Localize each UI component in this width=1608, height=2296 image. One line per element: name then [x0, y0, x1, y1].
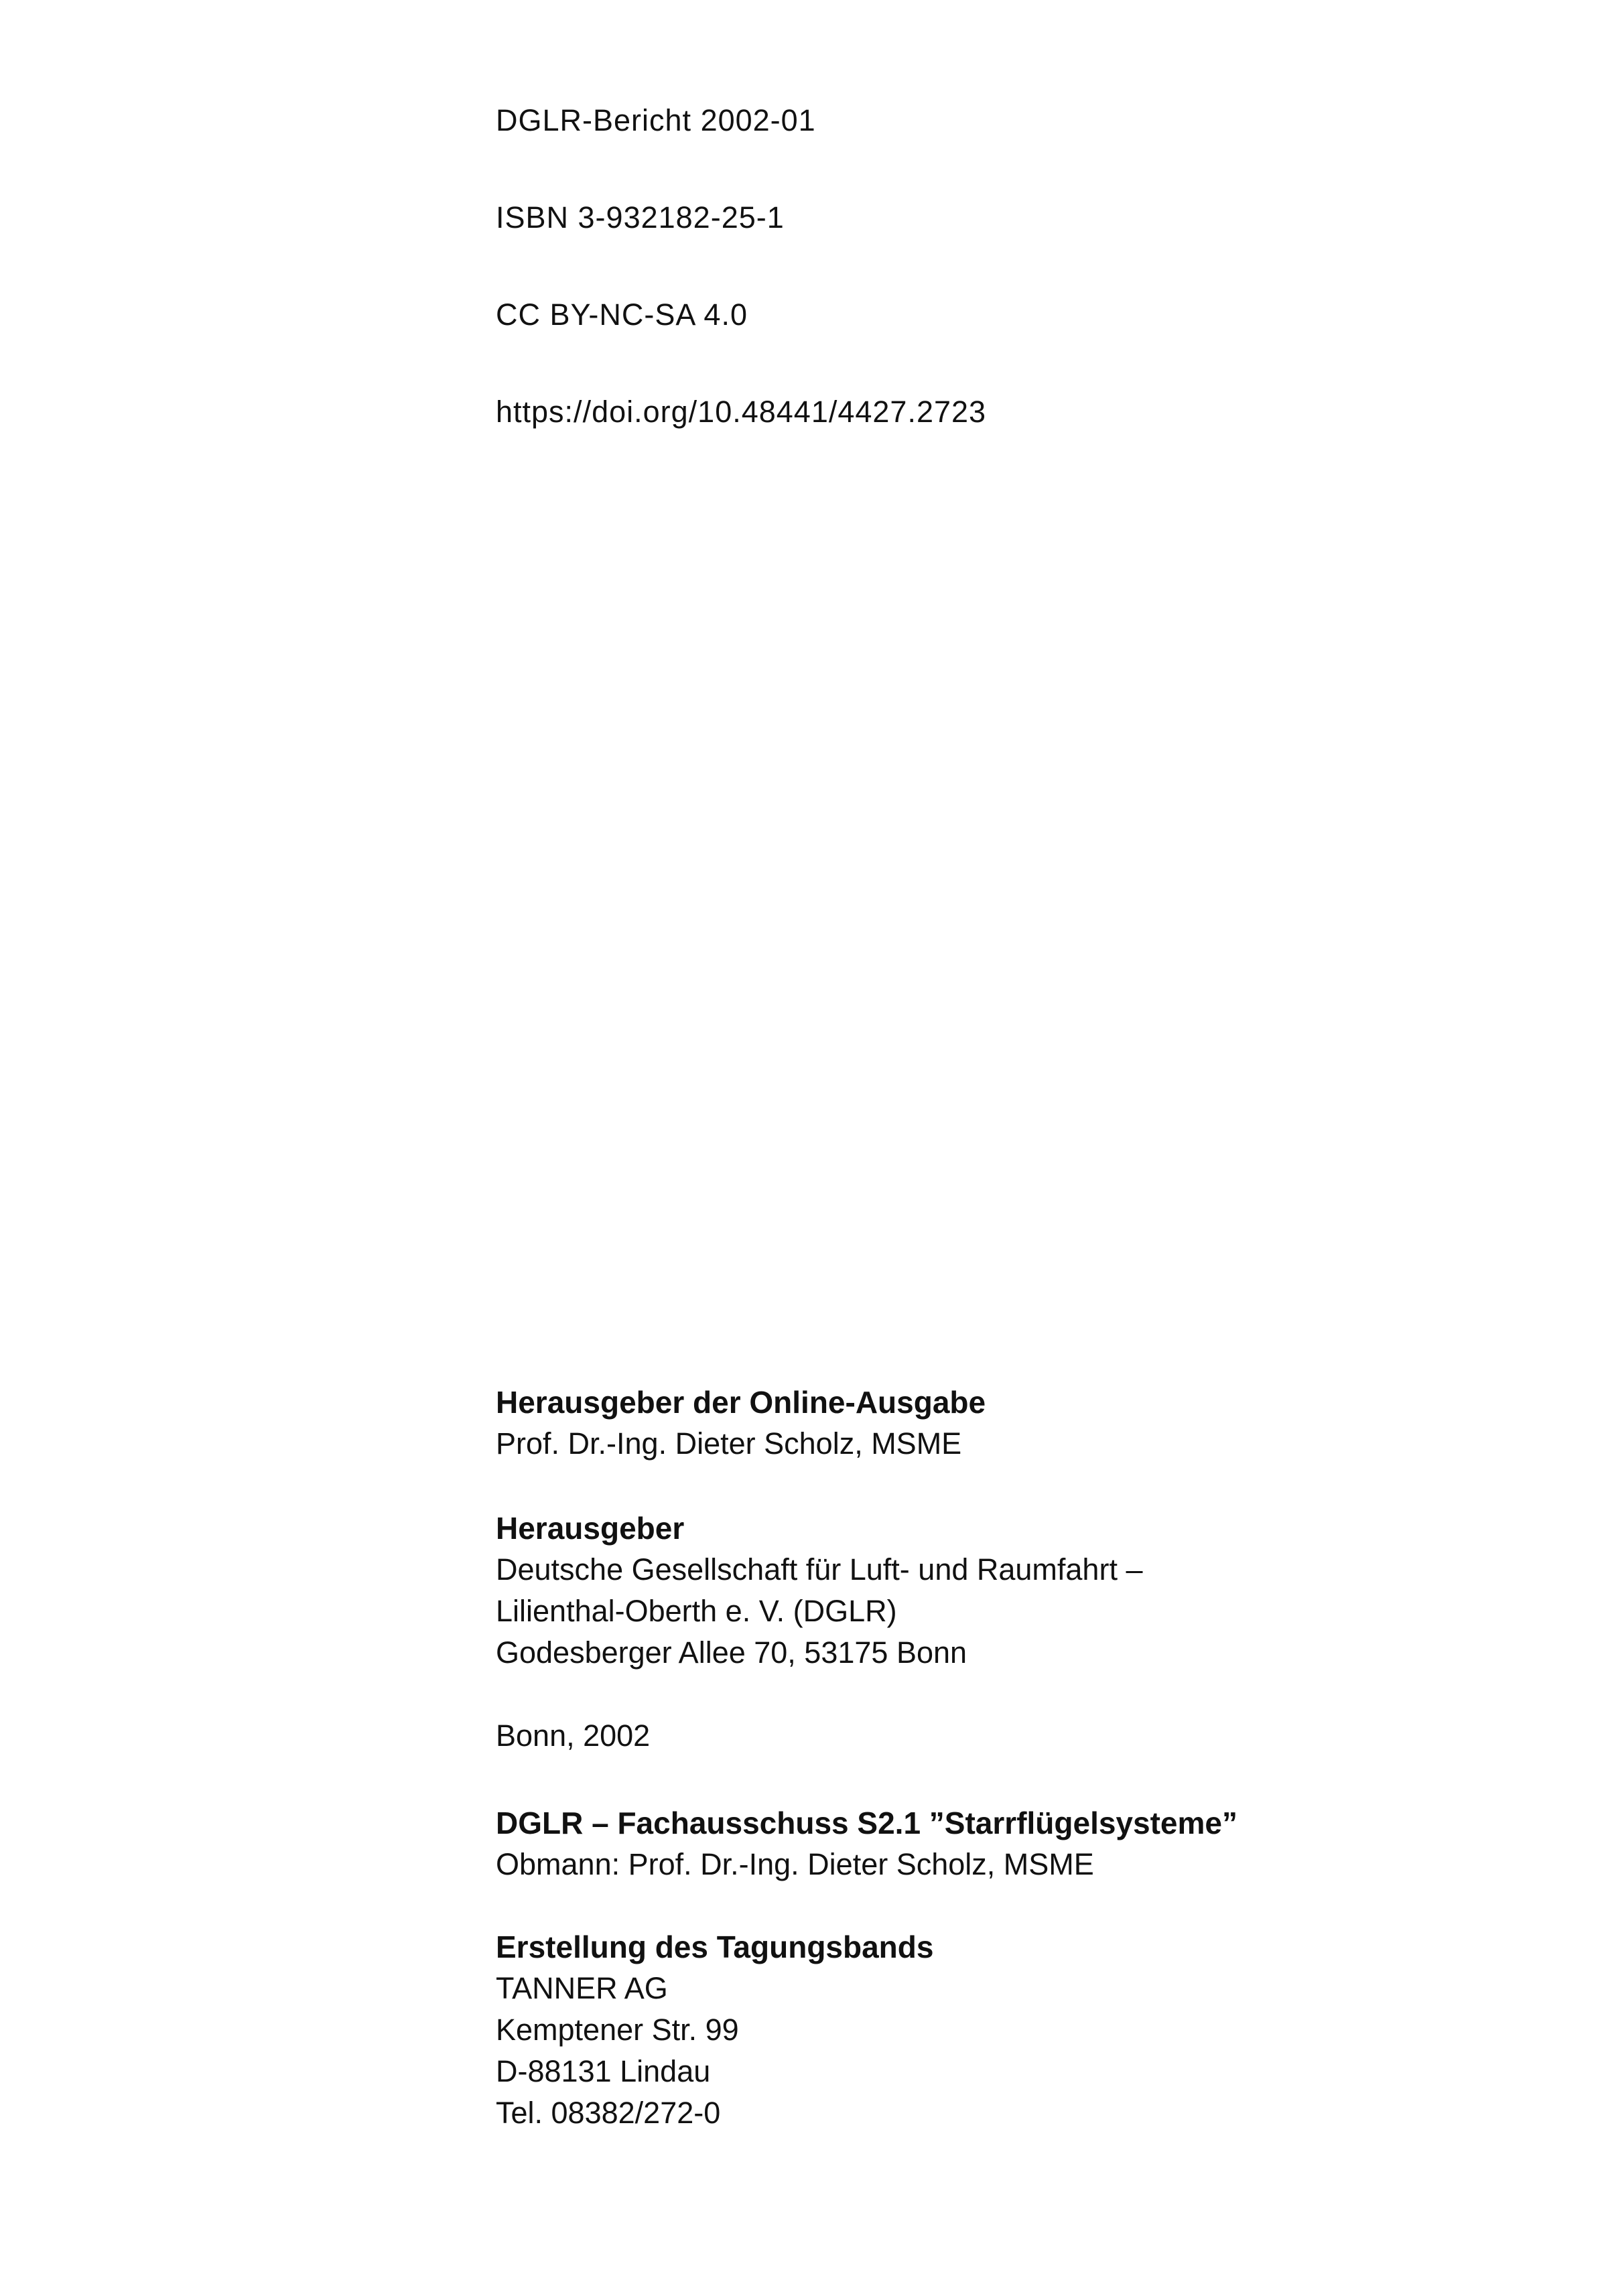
- production-line: Kemptener Str. 99: [496, 2013, 739, 2047]
- production-line: TANNER AG: [496, 1971, 668, 2005]
- committee-chair: Obmann: Prof. Dr.-Ing. Dieter Scholz, MSME: [496, 1847, 1094, 1881]
- publisher-section: [496, 1507, 1501, 1674]
- production-section: [496, 1926, 1501, 2134]
- online-publisher-heading: Herausgeber der Online-Ausgabe: [496, 1385, 986, 1420]
- place-date-section: [496, 1715, 1501, 1757]
- publisher-line: Godesberger Allee 70, 53175 Bonn: [496, 1635, 967, 1670]
- committee-section: [496, 1802, 1501, 1885]
- online-publisher-name: Prof. Dr.-Ing. Dieter Scholz, MSME: [496, 1426, 962, 1461]
- publisher-line: Deutsche Gesellschaft für Luft- und Raumfahrt –: [496, 1552, 1143, 1586]
- doi-link[interactable]: https://doi.org/10.48441/4427.2723: [496, 395, 987, 429]
- publisher-heading: Herausgeber: [496, 1511, 685, 1546]
- isbn: ISBN 3-932182-25-1: [496, 200, 785, 234]
- license: CC BY-NC-SA 4.0: [496, 297, 748, 332]
- online-publisher-section: [496, 1381, 1501, 1465]
- committee-heading: DGLR – Fachausschuss S2.1 ”Starrflügelsysteme”: [496, 1806, 1237, 1840]
- report-number: DGLR-Bericht 2002-01: [496, 103, 816, 137]
- publisher-line: Lilienthal-Oberth e. V. (DGLR): [496, 1594, 897, 1628]
- production-line: D-88131 Lindau: [496, 2054, 711, 2088]
- place-date: Bonn, 2002: [496, 1718, 651, 1753]
- production-line: Tel. 08382/272-0: [496, 2096, 721, 2130]
- production-heading: Erstellung des Tagungsbands: [496, 1930, 934, 1964]
